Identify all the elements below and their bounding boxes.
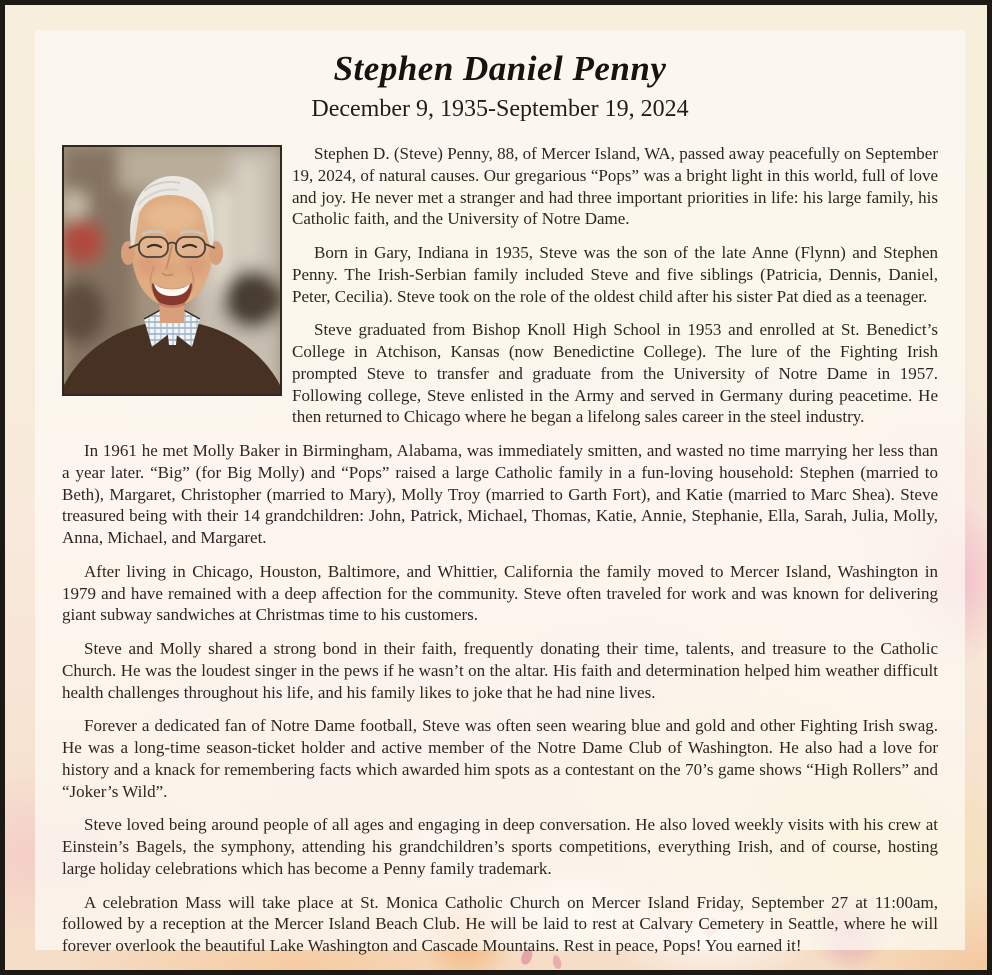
- page-title: Stephen Daniel Penny: [333, 49, 667, 88]
- obituary-paragraph: Steve and Molly shared a strong bond in their faith, frequently donating their time, talents, and treasure to the Catholic Church. He was the loudest singer in the pews if he wasn’t on the altar. His faith and determination helped him weather difficult health challenges throughout his life, and his family likes to joke that he had nine lives.: [62, 639, 938, 702]
- obituary-paragraph: Born in Gary, Indiana in 1935, Steve was the son of the late Anne (Flynn) and Stephen Penny. The Irish-Serbian family included Steve and five siblings (Patricia, Dennis, Daniel, Peter, Cecilia). Steve took on the role of the oldest child after his sister Pat died as a teenager.: [292, 243, 938, 306]
- obituary-paragraph: After living in Chicago, Houston, Baltimore, and Whittier, California the family moved to Mercer Island, Washington in 1979 and have remained with a deep affection for the community. Steve often traveled for work and was known for delivering giant subway sandwiches at Christmas time to his customers.: [62, 561, 938, 625]
- content-panel: [35, 30, 965, 955]
- obituary-paragraph: Steve loved being around people of all ages and engaging in deep conversation. He also loved weekly visits with his crew at Einstein’s Bagels, the symphony, attending his grandchildren’s sports competitions, everything Irish, and of course, hosting large holiday celebrations which has become a Penny family trademark.: [62, 815, 938, 878]
- obituary-paragraph: A celebration Mass will take place at St. Monica Catholic Church on Mercer Island Friday, September 27 at 11:00am, followed by a reception at the Mercer Island Beach Club. He will be laid to rest at Calvary Cemetery in Seattle, where he will forever overlook the beautiful Lake Washington and Cascade Mountains. Rest in peace, Pops! You earned it!: [62, 892, 938, 955]
- portrait-photo: [62, 145, 282, 396]
- obituary-body: [62, 143, 938, 957]
- obituary-paragraph: Stephen D. (Steve) Penny, 88, of Mercer Island, WA, passed away peacefully on September 19, 2024, of natural causes. Our gregarious “Pops” was a bright light in this world, full of love and joy. He never met a stranger and had three important priorities in life: his large family, his Catholic faith, and the University of Notre Dame.: [292, 144, 938, 229]
- obituary-paragraph: Forever a dedicated fan of Notre Dame football, Steve was often seen wearing blue and gold and other Fighting Irish swag. He was a long-time season-ticket holder and active member of the Notre Dame Club of Washington. He also had a love for history and a knack for remembering facts which awarded him spots as a contestant on the 70’s game shows “High Rollers” and “Joker’s Wild”.: [62, 716, 938, 801]
- obituary-paragraph: In 1961 he met Molly Baker in Birmingham, Alabama, was immediately smitten, and wasted no time marrying her less than a year later. “Big” (for Big Molly) and “Pops” raised a large Catholic family in a fun-loving household: Stephen (married to Beth), Margaret, Christopher (married to Mary), Molly Troy (married to Garth Fort), and Katie (married to Marc Shea). Steve treasured being with their 14 grandchildren: John, Patrick, Michael, Thomas, Katie, Annie, Stephanie, Ella, Sarah, Julia, Molly, Anna, Michael, and Margaret.: [62, 441, 938, 547]
- obituary-paragraph: Steve graduated from Bishop Knoll High School in 1953 and enrolled at St. Benedict’s College in Atchison, Kansas (now Benedictine College). The lure of the Fighting Irish prompted Steve to transfer and graduate from the University of Notre Dame in 1957. Following college, Steve enlisted in the Army and served in Germany during peacetime. He then returned to Chicago where he began a lifelong sales career in the steel industry.: [292, 320, 938, 427]
- life-dates: December 9, 1935-September 19, 2024: [311, 96, 689, 122]
- portrait-illustration: [64, 147, 280, 394]
